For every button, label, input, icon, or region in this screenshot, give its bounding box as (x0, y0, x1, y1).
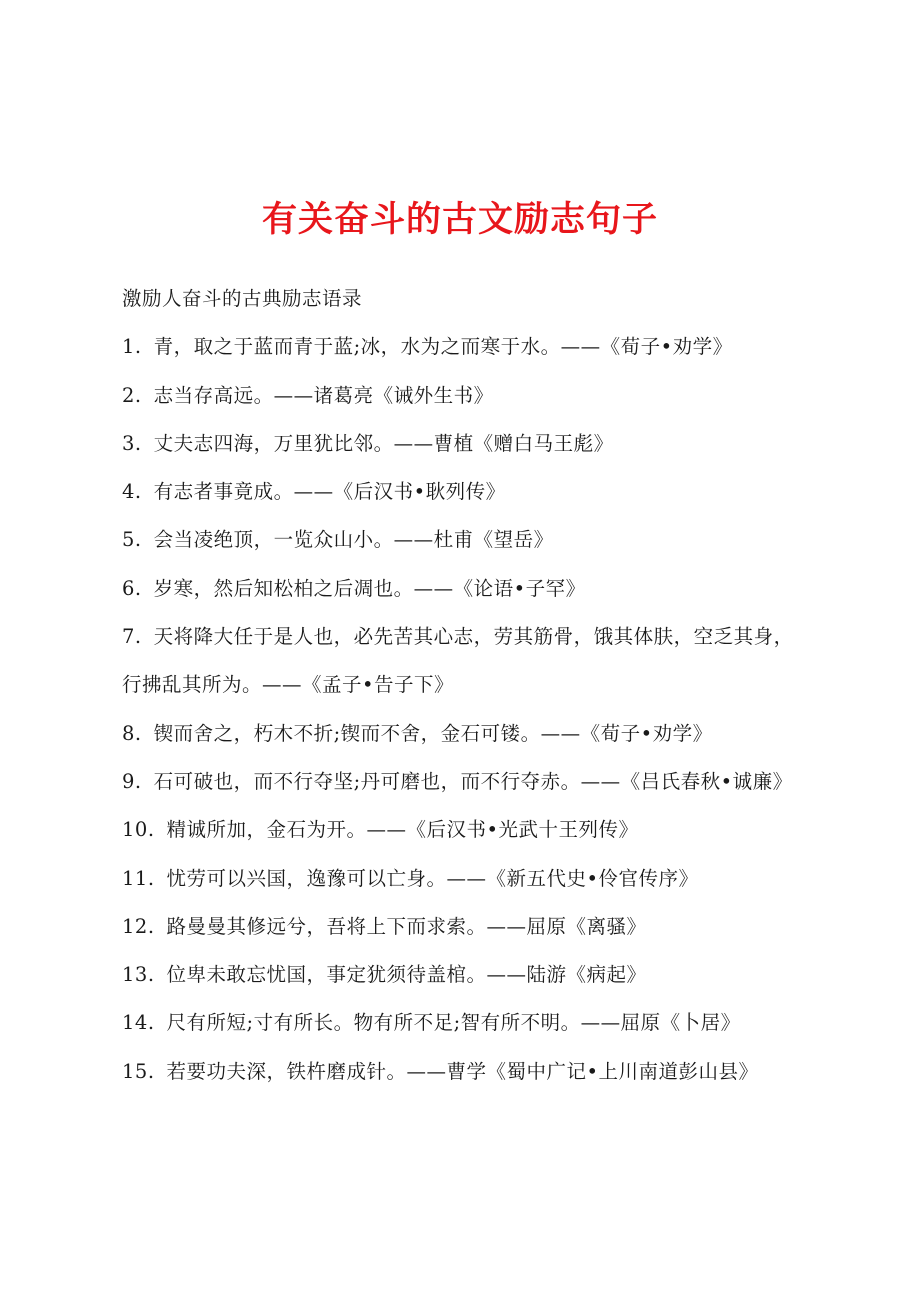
quote-text: 丈夫志四海，万里犹比邻。——曹植《赠白马王彪》 (153, 431, 614, 455)
quote-number: 14. (122, 1011, 155, 1035)
quote-item (122, 758, 812, 806)
quote-number: 7. (122, 625, 142, 649)
quote-text: 若要功夫深，铁杵磨成针。——曹学《蜀中广记•上川南道彭山县》 (166, 1059, 759, 1083)
document-body (122, 275, 812, 1096)
quote-text: 忧劳可以兴国，逸豫可以亡身。——《新五代史•伶官传序》 (166, 866, 699, 890)
quote-number: 10. (122, 818, 155, 842)
quote-number: 2. (122, 383, 142, 407)
quote-item (122, 806, 812, 854)
quote-number: 13. (122, 963, 155, 987)
quote-number: 1. (122, 335, 142, 359)
quote-item (122, 565, 812, 613)
quote-item (122, 323, 812, 371)
quote-item (122, 420, 812, 468)
quote-text: 石可破也，而不行夺坚;丹可磨也，而不行夺赤。——《吕氏春秋•诚廉》 (153, 769, 793, 793)
quote-item (122, 951, 812, 999)
quote-number: 12. (122, 914, 155, 938)
quote-number: 15. (122, 1059, 155, 1083)
quote-number: 9. (122, 769, 142, 793)
page-title: 有关奋斗的古文励志句子 (261, 199, 658, 240)
quote-number: 11. (122, 866, 155, 890)
quote-text: 位卑未敢忘忧国，事定犹须待盖棺。——陆游《病起》 (166, 963, 647, 987)
quote-text: 路曼曼其修远兮，吾将上下而求索。——屈原《离骚》 (166, 914, 647, 938)
quote-list (122, 323, 812, 1096)
quote-text: 天将降大任于是人也，必先苦其心志，劳其筋骨，饿其体肤，空乏其身，行拂乱其所为。——《孟子•告子下》 (122, 625, 794, 697)
quote-number: 5. (122, 528, 142, 552)
quote-number: 6. (122, 576, 142, 600)
quote-item (122, 468, 812, 516)
quote-text: 尺有所短;寸有所长。物有所不足;智有所不明。——屈原《卜居》 (166, 1011, 741, 1035)
quote-item (122, 372, 812, 420)
quote-item (122, 903, 812, 951)
quote-text: 会当凌绝顶，一览众山小。——杜甫《望岳》 (153, 528, 554, 552)
quote-number: 3. (122, 431, 142, 455)
quote-item (122, 516, 812, 564)
quote-item (122, 1048, 812, 1096)
quote-text: 精诚所加，金石为开。——《后汉书•光武十王列传》 (166, 818, 639, 842)
quote-text: 青，取之于蓝而青于蓝;冰，水为之而寒于水。——《荀子•劝学》 (153, 335, 733, 359)
quote-text: 有志者事竟成。——《后汉书•耿列传》 (153, 480, 506, 504)
quote-item (122, 855, 812, 903)
quote-text: 锲而舍之，朽木不折;锲而不舍，金石可镂。——《荀子•劝学》 (153, 721, 713, 745)
quote-text: 志当存高远。——诸葛亮《诫外生书》 (153, 383, 494, 407)
quote-item (122, 999, 812, 1047)
quote-number: 4. (122, 480, 142, 504)
quote-text: 岁寒，然后知松柏之后凋也。——《论语•子罕》 (153, 576, 586, 600)
quote-number: 8. (122, 721, 142, 745)
quote-item (122, 613, 812, 710)
quote-item (122, 710, 812, 758)
section-subtitle: 激励人奋斗的古典励志语录 (122, 287, 363, 310)
